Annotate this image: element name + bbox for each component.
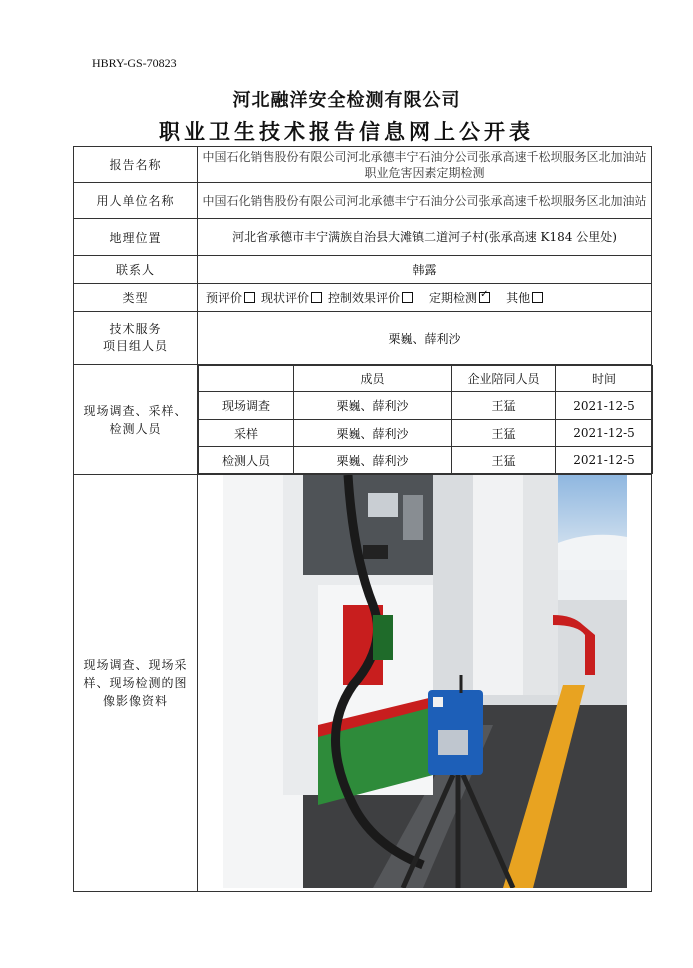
survey-header-blank xyxy=(199,366,294,392)
row-contact xyxy=(74,256,652,284)
page-title: 职业卫生技术报告信息网上公开表 xyxy=(159,119,534,144)
photos-label: 现场调查、现场采样、现场检测的图像影像资料 xyxy=(74,475,198,892)
contact-label: 联系人 xyxy=(74,256,198,284)
disclosure-table xyxy=(73,146,652,892)
employer-value: 中国石化销售股份有限公司河北承德丰宁石油分公司张承高速千松坝服务区北加油站 xyxy=(198,183,652,219)
photos-cell xyxy=(198,475,652,892)
team-value: 栗巍、薛利沙 xyxy=(198,312,652,365)
type-options xyxy=(198,284,652,312)
survey-members: 栗巍、薛利沙 xyxy=(294,392,452,420)
site-photo xyxy=(223,475,627,888)
team-label-line1: 技术服务 xyxy=(109,322,162,336)
contact-value: 韩露 xyxy=(198,256,652,284)
survey-table xyxy=(198,365,653,474)
type-option-label: 控制效果评价 xyxy=(328,291,401,305)
row-survey xyxy=(74,365,652,475)
row-type xyxy=(74,284,652,312)
type-option-label: 现状评价 xyxy=(261,291,310,305)
survey-role: 采样 xyxy=(199,420,294,447)
type-label: 类型 xyxy=(74,284,198,312)
survey-header-row xyxy=(199,366,653,392)
survey-role: 检测人员 xyxy=(199,447,294,474)
type-option xyxy=(328,291,415,305)
survey-date: 2021-12-5 xyxy=(556,392,653,420)
survey-row xyxy=(199,392,653,420)
type-option-label: 预评价 xyxy=(206,291,243,305)
type-option xyxy=(206,291,257,305)
row-photos xyxy=(74,475,652,892)
document-number: HBRY-GS-70823 xyxy=(92,56,177,70)
type-option-label: 其他 xyxy=(506,291,531,305)
company-name: 河北融洋安全检测有限公司 xyxy=(232,90,461,111)
type-option xyxy=(429,291,492,305)
survey-row xyxy=(199,420,653,447)
checked-checkbox-icon xyxy=(479,292,490,303)
checkbox-icon xyxy=(311,292,322,303)
survey-members: 栗巍、薛利沙 xyxy=(294,447,452,474)
survey-accompany: 王猛 xyxy=(452,392,556,420)
survey-accompany: 王猛 xyxy=(452,420,556,447)
survey-header-date: 时间 xyxy=(556,366,653,392)
checkbox-icon xyxy=(532,292,543,303)
checkbox-icon xyxy=(244,292,255,303)
survey-members: 栗巍、薛利沙 xyxy=(294,420,452,447)
fuel-nozzle xyxy=(373,615,393,660)
team-label xyxy=(74,312,198,365)
type-option-label: 定期检测 xyxy=(429,291,478,305)
type-option xyxy=(506,291,545,305)
survey-accompany: 王猛 xyxy=(452,447,556,474)
checkbox-icon xyxy=(402,292,413,303)
report-name-label: 报告名称 xyxy=(74,147,198,183)
survey-label: 现场调查、采样、检测人员 xyxy=(74,365,198,475)
row-employer xyxy=(74,183,652,219)
survey-header-members: 成员 xyxy=(294,366,452,392)
employer-label: 用人单位名称 xyxy=(74,183,198,219)
survey-cell xyxy=(198,365,652,475)
survey-header-accompany: 企业陪同人员 xyxy=(452,366,556,392)
row-team xyxy=(74,312,652,365)
report-name-value: 中国石化销售股份有限公司河北承德丰宁石油分公司张承高速千松坝服务区北加油站职业危害因素定期检测 xyxy=(198,147,652,183)
location-value: 河北省承德市丰宁满族自治县大滩镇二道河子村(张承高速 K184 公里处) xyxy=(198,219,652,256)
row-location xyxy=(74,219,652,256)
row-report-name xyxy=(74,147,652,183)
survey-date: 2021-12-5 xyxy=(556,420,653,447)
survey-role: 现场调查 xyxy=(199,392,294,420)
location-label: 地理位置 xyxy=(74,219,198,256)
team-label-line2: 项目组人员 xyxy=(102,339,168,353)
survey-date: 2021-12-5 xyxy=(556,447,653,474)
survey-row xyxy=(199,447,653,474)
type-option xyxy=(261,291,324,305)
